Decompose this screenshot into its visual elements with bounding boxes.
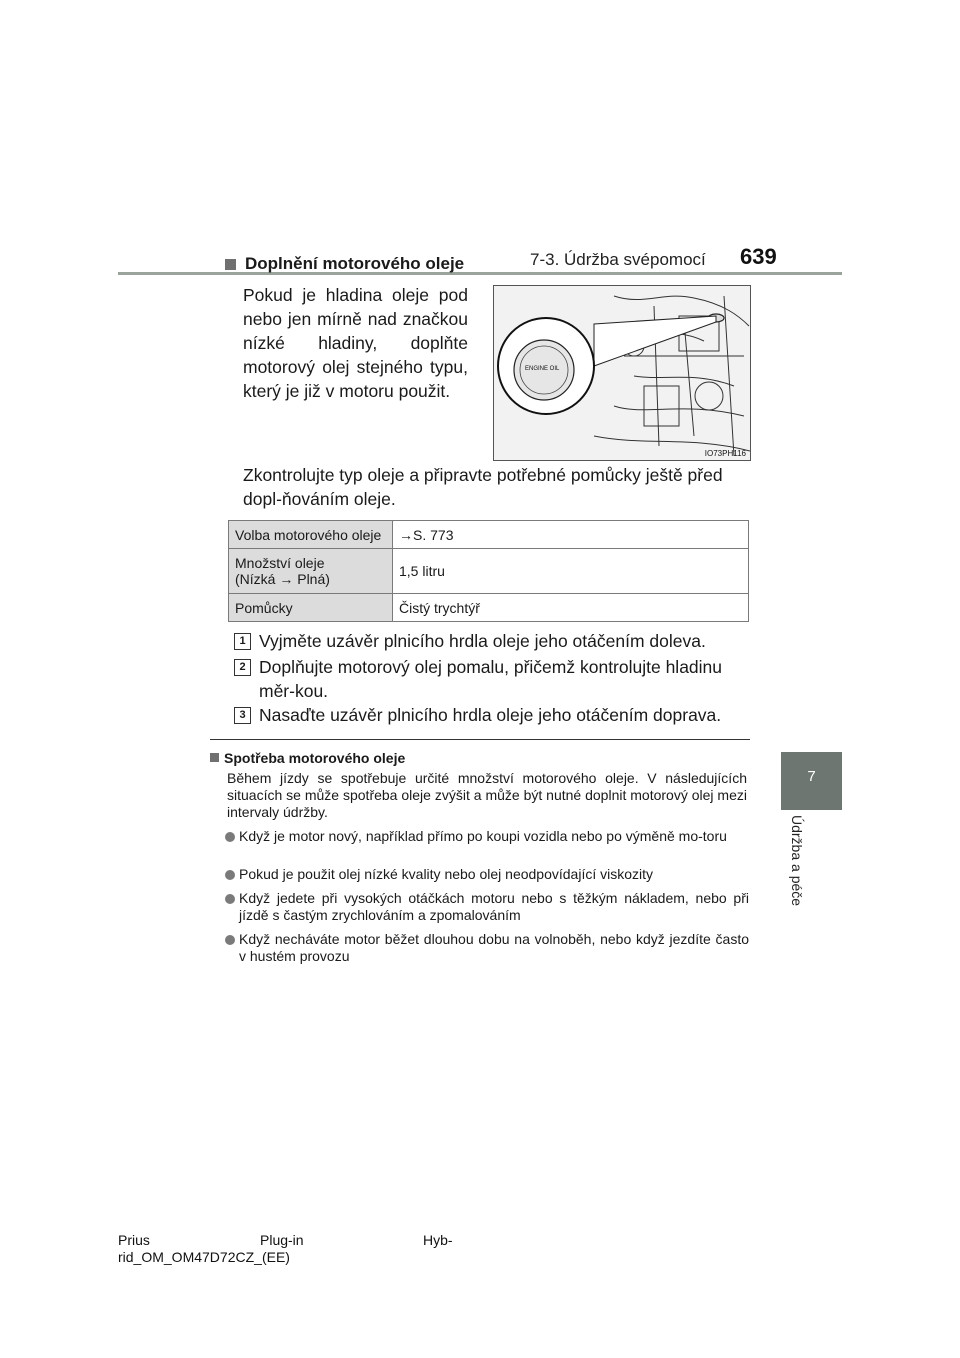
engine-oil-cap-illustration [493, 285, 751, 461]
footer-line: rid_OM_OM47D72CZ_(EE) [118, 1249, 290, 1265]
footer-line [118, 1232, 453, 1249]
step-number-badge: 1 [234, 633, 251, 650]
chapter-title-vertical [785, 815, 809, 915]
running-header-section: 7-3. Údržba svépomocí [530, 250, 706, 269]
footer-word: Prius [118, 1232, 150, 1248]
square-bullet-icon [210, 753, 219, 762]
section-divider [210, 739, 750, 740]
step-text: Vyjměte uzávěr plnicího hrdla oleje jeho otáčením doleva. [259, 631, 706, 651]
bullet-dot-icon [225, 832, 235, 842]
figure-code: IO73PH116 [704, 449, 746, 458]
oil-spec-table [228, 520, 749, 622]
step-text: Doplňujte motorový olej pomalu, přičemž kontrolujte hladinu měr-kou. [259, 657, 723, 701]
footer-word: Hyb- [423, 1232, 453, 1248]
bullet-dot-icon [225, 894, 235, 904]
oil-cap-label: ENGINE OIL [525, 366, 560, 372]
square-bullet-icon [225, 259, 236, 270]
table-value: 1,5 litru [393, 549, 749, 594]
step-number-badge: 2 [234, 659, 251, 676]
list-item: Když jedete při vysokých otáčkách motoru nebo s těžkým nákladem, nebo při jízdě s častým zrychlováním a zpomalováním [239, 890, 749, 923]
table-row [229, 594, 749, 622]
page-number: 639 [740, 244, 777, 269]
step-text: Nasaďte uzávěr plnicího hrdla oleje jeho otáčením doprava. [259, 705, 722, 725]
table-row [229, 521, 749, 549]
table-row [229, 549, 749, 594]
step-number-badge: 3 [234, 707, 251, 724]
chapter-title: Údržba a péče [789, 815, 805, 907]
notes-title: Spotřeba motorového oleje [224, 750, 406, 766]
table-key [229, 549, 393, 594]
list-item: Když necháváte motor běžet dlouhou dobu na volnoběh, nebo když jezdíte často v hustém provozu [239, 931, 749, 964]
table-value: Čistý trychtýř [393, 594, 749, 622]
intro-paragraph: Pokud je hladina oleje pod nebo jen mírně nad značkou nízké hladiny, doplňte motorový olej stejného typu, který je již v motoru použit. [243, 285, 468, 401]
header-divider [118, 272, 842, 275]
table-key: Pomůcky [229, 594, 393, 622]
section-title: Doplnění motorového oleje [245, 254, 465, 273]
table-key-line: (Nízká → Plná) [235, 571, 330, 587]
table-key-line: Množství oleje [235, 555, 325, 571]
engine-bay-drawing [494, 286, 750, 460]
table-key: Volba motorového oleje [229, 521, 393, 549]
document-footer [118, 1232, 453, 1266]
bullet-dot-icon [225, 870, 235, 880]
list-item: Pokud je použit olej nízké kvality nebo olej neodpovídající viskozity [239, 866, 654, 882]
table-value-link[interactable]: →S. 773 [393, 521, 749, 549]
list-item: Když je motor nový, například přímo po koupi vozidla nebo po výměně mo-toru [239, 828, 727, 844]
check-paragraph: Zkontrolujte typ oleje a připravte potřebné pomůcky ještě před dopl-ňováním oleje. [243, 465, 723, 509]
footer-word: Plug-in [260, 1232, 304, 1248]
notes-paragraph: Během jízdy se spotřebuje určité množství motorového oleje. V následujících situacích se může spotřeba oleje zvýšit a může být nutné doplnit motorový olej mezi intervaly údržby. [227, 770, 747, 820]
bullet-dot-icon [225, 935, 235, 945]
chapter-number: 7 [807, 768, 816, 785]
